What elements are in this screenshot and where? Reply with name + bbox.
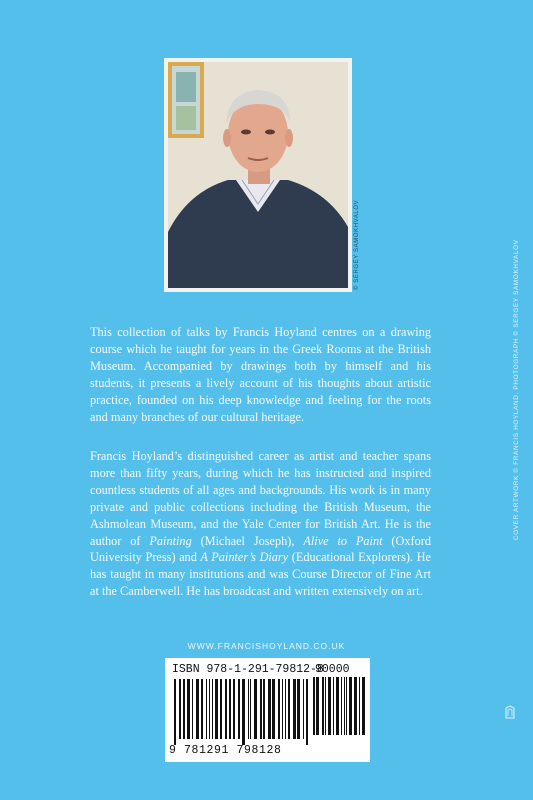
bio-text: (Michael Joseph), bbox=[191, 533, 304, 548]
bio-text: (Educational Explorers). He has taught in many institutions and was Course Director of Fine Art at the Camberwell. He has broadcast and written extensively on art. bbox=[90, 550, 431, 599]
author-photo-frame bbox=[164, 58, 352, 292]
photo-credit: © SERGEY SAMOKHVALOV bbox=[354, 199, 360, 290]
isbn-label: ISBN 978-1-291-79812-8 bbox=[172, 663, 324, 676]
cover-artwork-credit: COVER ARTWORK © FRANCIS HOYLAND. PHOTOGRAPH © SERGEY SAMOKHVALOV bbox=[513, 239, 520, 540]
bio-text: (Oxford University Press) and bbox=[90, 533, 431, 565]
barcode-bars bbox=[174, 679, 310, 745]
bio-text: Francis Hoyland’s distinguished career as artist and teacher spans more than fifty years, during which he has instructed and inspired countless students of all ages and backgrounds. His work is in many private and public collections including the British Museum, the Ashmolean Museum, and the Yale Center for British Art. He is the author of bbox=[90, 449, 431, 548]
price-addon-digits: 90000 bbox=[315, 663, 350, 676]
book-title-alive-to-paint: Alive to Paint bbox=[303, 533, 383, 548]
book-title-painting: Painting bbox=[149, 533, 192, 548]
website-url[interactable]: WWW.FRANCISHOYLAND.CO.UK bbox=[187, 641, 346, 651]
barcode-digits: 9 781291 798128 bbox=[169, 744, 282, 757]
book-title-painters-diary: A Painter’s Diary bbox=[200, 550, 289, 565]
isbn-barcode bbox=[165, 658, 370, 762]
publisher-logo-icon bbox=[505, 705, 515, 719]
author-photo bbox=[168, 62, 348, 288]
price-addon-bars bbox=[313, 677, 365, 741]
blurb-paragraph-2 bbox=[90, 448, 431, 600]
blurb-paragraph-1: This collection of talks by Francis Hoyland centres on a drawing course which he taught for years in the Greek Rooms at the British Museum. Accompanied by drawings both by himself and his students, it presents a lively account of his thoughts about artistic practice, founded on his deep knowledge and feeling for the roots and many branches of our cultural heritage. bbox=[90, 325, 431, 424]
